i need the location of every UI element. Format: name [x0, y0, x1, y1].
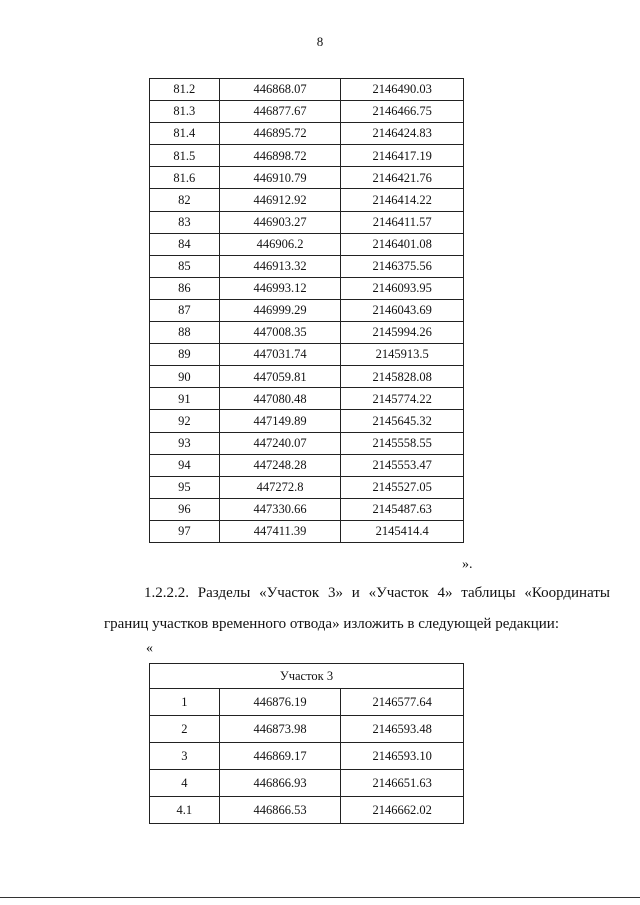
x-coordinate-cell: 447248.28 — [219, 454, 341, 476]
footer-rule — [0, 897, 640, 898]
point-number-cell: 89 — [150, 344, 220, 366]
y-coordinate-cell: 2145558.55 — [341, 432, 464, 454]
x-coordinate-cell: 446877.67 — [219, 101, 341, 123]
table-row — [150, 79, 464, 101]
table-row — [150, 410, 464, 432]
x-coordinate-cell: 446869.17 — [219, 743, 341, 770]
y-coordinate-cell: 2146043.69 — [341, 299, 464, 321]
y-coordinate-cell: 2145527.05 — [341, 476, 464, 498]
y-coordinate-cell: 2146093.95 — [341, 277, 464, 299]
coordinates-table-continued — [149, 78, 464, 543]
point-number-cell: 4 — [150, 770, 220, 797]
point-number-cell: 2 — [150, 716, 220, 743]
x-coordinate-cell: 446913.32 — [219, 255, 341, 277]
table-row — [150, 233, 464, 255]
x-coordinate-cell: 447149.89 — [219, 410, 341, 432]
y-coordinate-cell: 2145414.4 — [341, 520, 464, 542]
table-row — [150, 167, 464, 189]
y-coordinate-cell: 2146466.75 — [341, 101, 464, 123]
x-coordinate-cell: 446866.53 — [219, 797, 341, 824]
y-coordinate-cell: 2146417.19 — [341, 145, 464, 167]
x-coordinate-cell: 447240.07 — [219, 432, 341, 454]
point-number-cell: 84 — [150, 233, 220, 255]
table-row — [150, 366, 464, 388]
y-coordinate-cell: 2146490.03 — [341, 79, 464, 101]
table-row — [150, 770, 464, 797]
x-coordinate-cell: 447031.74 — [219, 344, 341, 366]
point-number-cell: 1 — [150, 689, 220, 716]
x-coordinate-cell: 447330.66 — [219, 498, 341, 520]
y-coordinate-cell: 2146577.64 — [341, 689, 464, 716]
closing-quote: ». — [462, 557, 473, 572]
section-title: Участок 3 — [150, 664, 464, 689]
x-coordinate-cell: 447059.81 — [219, 366, 341, 388]
y-coordinate-cell: 2145553.47 — [341, 454, 464, 476]
point-number-cell: 93 — [150, 432, 220, 454]
point-number-cell: 92 — [150, 410, 220, 432]
table-row — [150, 145, 464, 167]
y-coordinate-cell: 2145774.22 — [341, 388, 464, 410]
table-row — [150, 277, 464, 299]
y-coordinate-cell: 2146411.57 — [341, 211, 464, 233]
y-coordinate-cell: 2146401.08 — [341, 233, 464, 255]
point-number-cell: 4.1 — [150, 797, 220, 824]
point-number-cell: 81.6 — [150, 167, 220, 189]
point-number-cell: 81.5 — [150, 145, 220, 167]
table-row — [150, 322, 464, 344]
x-coordinate-cell: 446866.93 — [219, 770, 341, 797]
table-row — [150, 716, 464, 743]
x-coordinate-cell: 446868.07 — [219, 79, 341, 101]
table-row — [150, 476, 464, 498]
y-coordinate-cell: 2145645.32 — [341, 410, 464, 432]
x-coordinate-cell: 446895.72 — [219, 123, 341, 145]
y-coordinate-cell: 2146414.22 — [341, 189, 464, 211]
table-row — [150, 797, 464, 824]
y-coordinate-cell: 2146375.56 — [341, 255, 464, 277]
section-3-coordinates-table — [149, 663, 464, 824]
point-number-cell: 81.3 — [150, 101, 220, 123]
table-row — [150, 211, 464, 233]
x-coordinate-cell: 447272.8 — [219, 476, 341, 498]
point-number-cell: 3 — [150, 743, 220, 770]
table-row — [150, 454, 464, 476]
table-row — [150, 344, 464, 366]
opening-quote: « — [146, 641, 153, 656]
table-row — [150, 689, 464, 716]
point-number-cell: 82 — [150, 189, 220, 211]
point-number-cell: 97 — [150, 520, 220, 542]
x-coordinate-cell: 446993.12 — [219, 277, 341, 299]
table-row — [150, 498, 464, 520]
point-number-cell: 94 — [150, 454, 220, 476]
point-number-cell: 86 — [150, 277, 220, 299]
x-coordinate-cell: 446873.98 — [219, 716, 341, 743]
y-coordinate-cell: 2146651.63 — [341, 770, 464, 797]
point-number-cell: 91 — [150, 388, 220, 410]
x-coordinate-cell: 446912.92 — [219, 189, 341, 211]
table-row — [150, 299, 464, 321]
point-number-cell: 83 — [150, 211, 220, 233]
point-number-cell: 88 — [150, 322, 220, 344]
x-coordinate-cell: 446903.27 — [219, 211, 341, 233]
paragraph-line-1: 1.2.2.2. Разделы «Участок 3» и «Участок 4» таблицы «Координаты — [144, 585, 610, 601]
x-coordinate-cell: 447080.48 — [219, 388, 341, 410]
x-coordinate-cell: 447411.39 — [219, 520, 341, 542]
x-coordinate-cell: 446999.29 — [219, 299, 341, 321]
y-coordinate-cell: 2146424.83 — [341, 123, 464, 145]
section-header-row — [150, 664, 464, 689]
point-number-cell: 81.4 — [150, 123, 220, 145]
amendment-paragraph — [104, 578, 610, 640]
table-row — [150, 123, 464, 145]
x-coordinate-cell: 447008.35 — [219, 322, 341, 344]
point-number-cell: 95 — [150, 476, 220, 498]
point-number-cell: 90 — [150, 366, 220, 388]
x-coordinate-cell: 446906.2 — [219, 233, 341, 255]
y-coordinate-cell: 2146593.10 — [341, 743, 464, 770]
table-row — [150, 520, 464, 542]
y-coordinate-cell: 2146421.76 — [341, 167, 464, 189]
point-number-cell: 81.2 — [150, 79, 220, 101]
y-coordinate-cell: 2146593.48 — [341, 716, 464, 743]
page-number: 8 — [316, 34, 324, 49]
table-row — [150, 101, 464, 123]
table-row — [150, 189, 464, 211]
y-coordinate-cell: 2145913.5 — [341, 344, 464, 366]
x-coordinate-cell: 446876.19 — [219, 689, 341, 716]
y-coordinate-cell: 2145994.26 — [341, 322, 464, 344]
table-row — [150, 255, 464, 277]
table-row — [150, 388, 464, 410]
point-number-cell: 96 — [150, 498, 220, 520]
table-row — [150, 743, 464, 770]
y-coordinate-cell: 2146662.02 — [341, 797, 464, 824]
table-row — [150, 432, 464, 454]
x-coordinate-cell: 446910.79 — [219, 167, 341, 189]
y-coordinate-cell: 2145828.08 — [341, 366, 464, 388]
paragraph-line-2: границ участков временного отвода» изложить в следующей редакции: — [104, 616, 559, 632]
y-coordinate-cell: 2145487.63 — [341, 498, 464, 520]
point-number-cell: 85 — [150, 255, 220, 277]
point-number-cell: 87 — [150, 299, 220, 321]
x-coordinate-cell: 446898.72 — [219, 145, 341, 167]
